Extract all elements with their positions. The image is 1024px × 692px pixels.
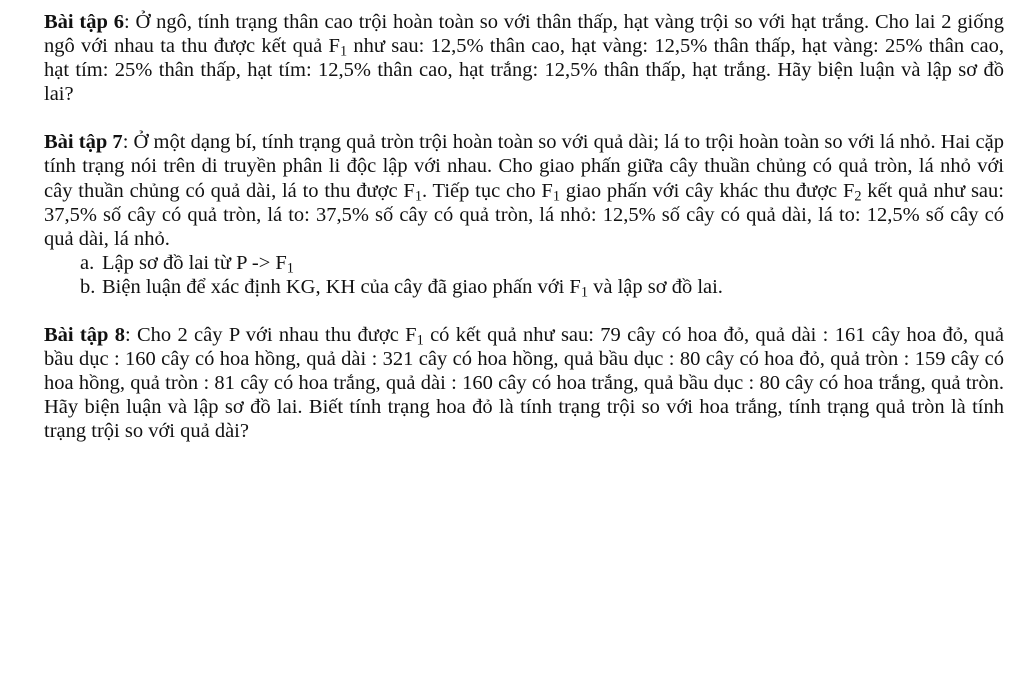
exercise-6-title: Bài tập 6 bbox=[44, 11, 124, 33]
exercise-8-title: Bài tập 8 bbox=[44, 324, 125, 347]
exercise-6-text-end: như sau: 12,5% thân cao, hạt vàng: 12,5% thân thấp, hạt vàng: 25% thân cao, hạt tím: 25% thân thấp, hạt tím: 12,5% thân cao, hạt trắng: 12,5% thân thấp, hạt trắng. Hãy biện luận và lập sơ đồ lai? bbox=[44, 35, 1004, 106]
list-item-text-main: Lập sơ đồ lai từ P -> F bbox=[102, 251, 287, 274]
exercise-7-text-part-3: giao phấn với cây khác thu được F bbox=[560, 179, 855, 202]
exercise-6-text-start: : Ở ngô, tính trạng thân cao trội hoàn toàn so với thân thấp, hạt vàng trội so với hạt trắng. Cho lai 2 giống ngô với nhau ta thu được kết quả F bbox=[44, 11, 1004, 58]
list-item-subscript: 1 bbox=[286, 260, 294, 277]
list-item-subscript: 1 bbox=[580, 284, 588, 301]
exercise-7-text-part-1: : Ở một dạng bí, tính trạng quả tròn trội hoàn toàn so với quả dài; lá to trội hoàn toàn so với lá nhỏ. Hai cặp tính trạng nói trên di truyền phân li độc lập với nhau. Cho giao phấn giữa cây thuần chủng có quả tròn, lá nhỏ với cây thuần chủng có quả dài, lá to thu được F bbox=[44, 131, 1004, 202]
exercise-6-subscript-f1: 1 bbox=[339, 43, 348, 60]
exercise-7-question-list bbox=[44, 251, 1004, 299]
list-item-text-main: Biện luận để xác định KG, KH của cây đã giao phấn với F bbox=[102, 275, 581, 298]
list-item-text-tail: và lập sơ đồ lai. bbox=[587, 275, 723, 298]
exercise-7-subscript-3: 2 bbox=[854, 188, 862, 205]
exercise-8 bbox=[44, 323, 1004, 443]
exercise-7-title: Bài tập 7 bbox=[44, 131, 123, 154]
list-item bbox=[80, 251, 1004, 275]
exercise-8-text-end: có kết quả như sau: 79 cây có hoa đỏ, quả dài : 161 cây hoa đỏ, quả bầu dục : 160 cây có hoa hồng, quả dài : 321 cây có hoa hồng, quả bầu dục : 80 cây có hoa đỏ, quả tròn : 159 cây có hoa hồng, quả tròn : 81 cây có hoa trắng, quả dài : 160 cây có hoa trắng, quả bầu dục : 80 cây có hoa trắng, quả tròn. Hãy biện luận và lập sơ đồ lai. Biết tính trạng hoa đỏ là tính trạng trội so với hoa trắng, tính trạng quả tròn là tính trạng trội so với quả dài? bbox=[44, 324, 1004, 443]
exercise-7-text-part-4: kết quả như sau: 37,5% số cây có quả tròn, lá to: 37,5% số cây có quả tròn, lá nhỏ: 12,5% số cây có quả dài, lá to: 12,5% số cây có quả dài, lá nhỏ. bbox=[44, 179, 1004, 250]
document-page bbox=[44, 10, 1004, 444]
list-item-text bbox=[102, 275, 723, 299]
exercise-8-text-start: : Cho 2 cây P với nhau thu được F bbox=[124, 324, 417, 347]
exercise-8-subscript-f1: 1 bbox=[416, 332, 424, 349]
exercise-7-subscript-1: 1 bbox=[414, 188, 422, 205]
exercise-7-text-part-2: . Tiếp tục cho F bbox=[421, 179, 553, 202]
list-item-text bbox=[102, 251, 294, 275]
exercise-7-statement bbox=[44, 130, 1004, 250]
list-item-letter: b. bbox=[80, 275, 96, 298]
list-item-letter: a. bbox=[80, 251, 95, 274]
exercise-6 bbox=[44, 10, 1004, 106]
exercise-7-subscript-2: 1 bbox=[552, 188, 560, 205]
exercise-7 bbox=[44, 130, 1004, 299]
list-item bbox=[80, 275, 1004, 299]
